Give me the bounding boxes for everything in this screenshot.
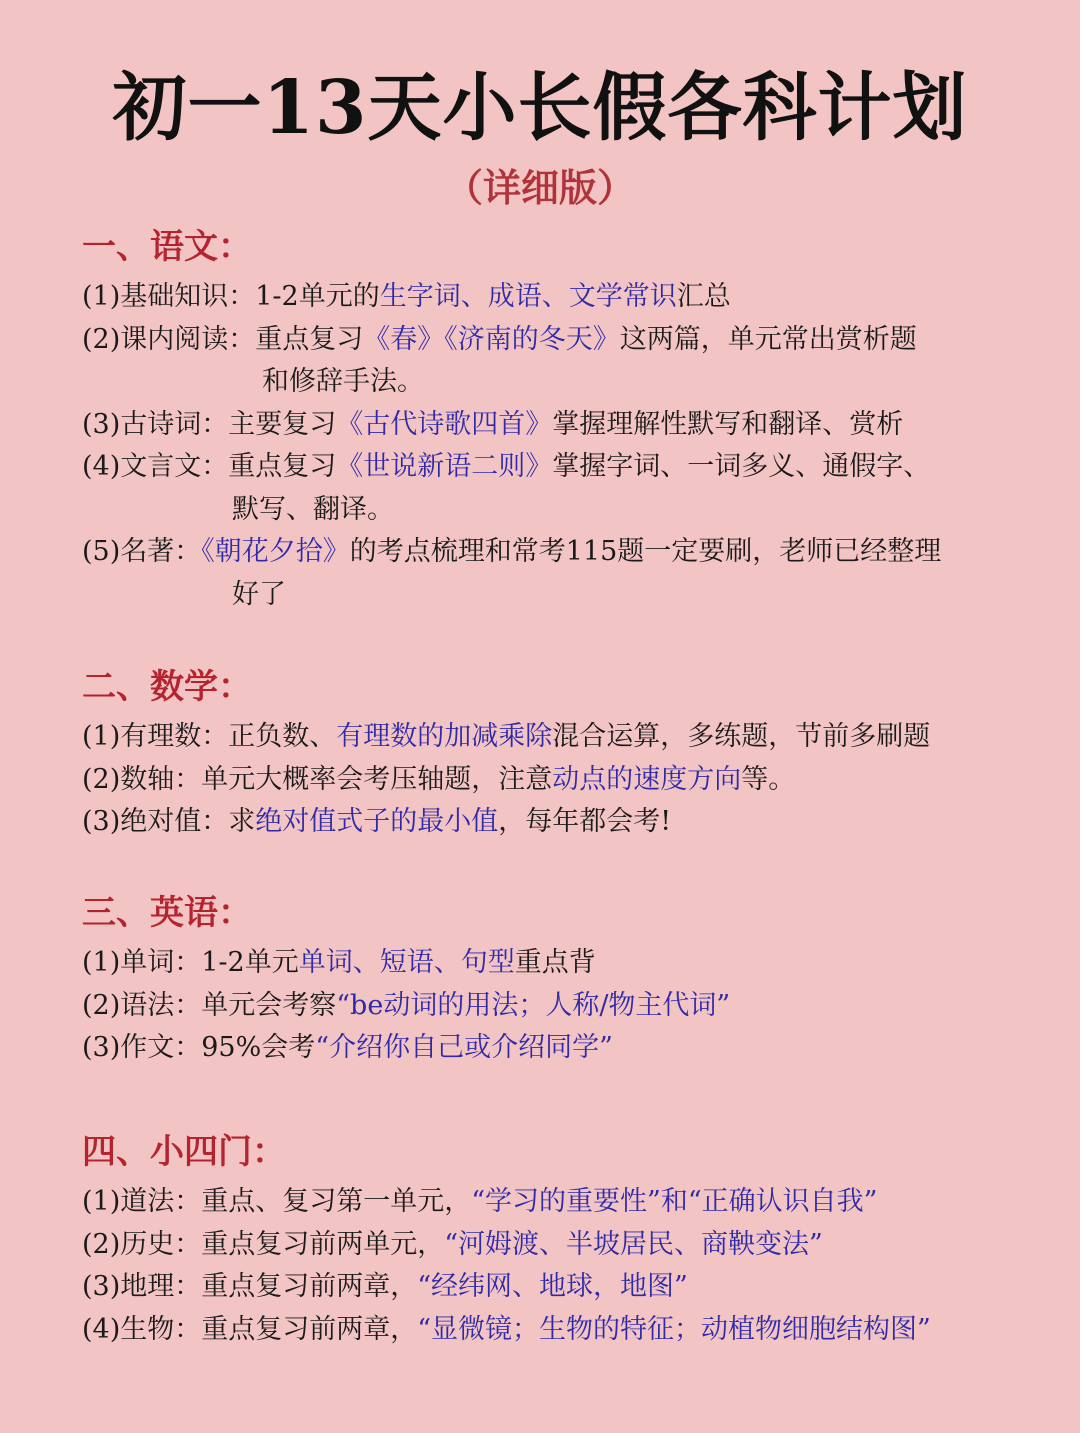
highlight-text: “河姆渡、半坡居民、商鞅变法” [444,1228,823,1260]
item-line [82,574,1042,617]
body-text: (1)单词：1-2单元 [82,947,299,978]
item-line [82,801,1042,844]
body-text: (2)语法：单元会考察 [82,989,337,1021]
list-item [82,404,1042,447]
item-line [82,1266,1042,1309]
list-item [82,531,1042,616]
list-item [82,1309,1042,1352]
body-text: (2)课内阅读：重点复习 [82,323,364,355]
section-math [82,662,1042,844]
body-text: (1)基础知识：1-2单元的 [82,281,380,312]
item-line [82,985,1042,1028]
item-line [82,1224,1042,1267]
highlight-text: 生字词、成语、文学常识 [379,281,677,312]
body-text: (1)有理数：正负数、 [82,721,337,752]
list-item [82,716,1042,759]
item-line [82,942,1042,985]
item-line [82,531,1042,574]
section-english [82,888,1042,1070]
item-line [82,361,1042,404]
item-line [82,404,1042,447]
highlight-text: 绝对值式子的最小值 [255,806,499,837]
highlight-text: 有理数的加减乘除 [336,721,553,752]
highlight-text: 动点的速度方向 [552,763,742,795]
highlight-text: “介绍你自己或介绍同学” [315,1032,613,1063]
item-line [82,446,1042,489]
list-item [82,942,1042,985]
highlight-text: 单词、短语、句型 [298,947,515,978]
page-title: 初一13天小长假各科计划 [112,65,968,151]
item-line [82,319,1042,362]
section-minor-subjects [82,1127,1042,1351]
item-line [82,716,1042,759]
body-text: 这两篇，单元常出赏析题 [619,323,917,355]
body-text: 混合运算，多练题，节前多刷题 [552,721,931,752]
highlight-text: 《古代诗歌四首》 [336,408,553,440]
highlight-text: “学习的重要性”和“正确认识自我” [471,1186,878,1217]
page-subtitle: （详细版） [444,165,635,210]
section-heading: 三、英语： [82,893,252,933]
item-line [82,276,1042,319]
body-text: 和修辞手法。 [262,366,424,397]
section-heading: 四、小四门： [82,1132,286,1172]
body-text: ，每年都会考! [498,806,672,837]
body-text: 掌握字词、一词多义、通假字、 [552,451,931,482]
list-item [82,985,1042,1028]
highlight-text: 《朝花夕拾》 [201,536,350,567]
list-item [82,759,1042,802]
list-item [82,1027,1042,1070]
body-text: (2)数轴：单元大概率会考压轴题，注意 [82,763,553,795]
list-item [82,1181,1042,1224]
item-line [82,1027,1042,1070]
body-text: (3)古诗词：主要复习 [82,408,337,440]
item-line [82,759,1042,802]
section-chinese [82,222,1042,616]
highlight-text: “显微镜；生物的特征；动植物细胞结构图” [417,1313,931,1345]
list-item [82,319,1042,404]
list-item [82,1224,1042,1267]
body-text: 好了 [232,578,286,610]
body-text: 重点背 [514,947,596,978]
item-line [82,489,1042,532]
body-text: (4)文言文：重点复习 [82,451,337,482]
highlight-text: “be动词的用法；人称/物主代词” [336,989,731,1021]
body-text: 掌握理解性默写和翻译、赏析 [552,408,904,440]
body-text: 汇总 [676,281,731,312]
body-text: (3)作文：95%会考 [82,1032,316,1063]
list-item [82,446,1042,531]
highlight-text: 《世说新语二则》 [336,451,553,482]
body-text: (3)地理：重点复习前两章， [82,1271,418,1302]
body-text: (3)绝对值：求 [82,806,256,837]
section-heading: 一、语文： [82,227,252,267]
item-line [82,1181,1042,1224]
list-item [82,801,1042,844]
body-text: 默写、翻译。 [232,493,394,525]
body-text: (5)名著： [82,536,202,567]
body-text: 等。 [741,763,796,795]
body-text: 的考点梳理和常考115题一定要刷，老师已经整理 [349,536,942,567]
highlight-text: “经纬网、地球，地图” [417,1271,688,1302]
list-item [82,276,1042,319]
section-heading: 二、数学： [82,667,252,707]
body-text: (2)历史：重点复习前两单元， [82,1228,445,1260]
item-line [82,1309,1042,1352]
body-text: (4)生物：重点复习前两章， [82,1313,418,1345]
list-item [82,1266,1042,1309]
highlight-text: 《春》《济南的冬天》 [363,323,620,355]
body-text: (1)道法：重点、复习第一单元， [82,1186,472,1217]
